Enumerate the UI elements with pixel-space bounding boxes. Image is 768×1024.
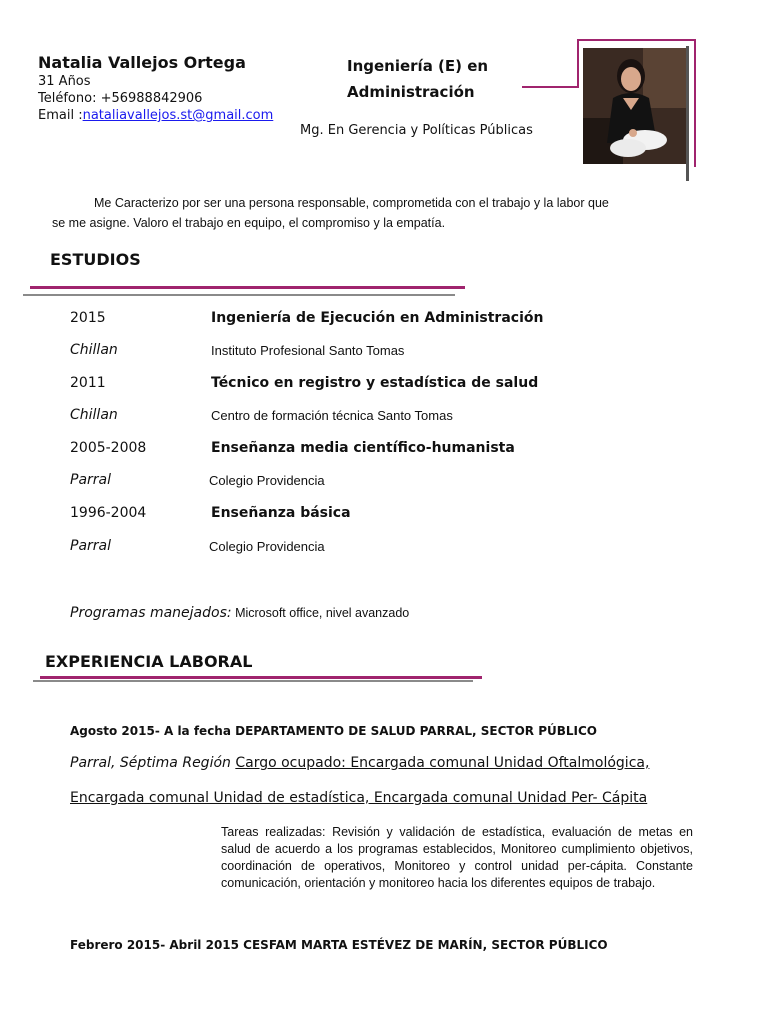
section-rule: [30, 286, 465, 289]
education-year: 2015: [70, 310, 106, 326]
education-year: 2005-2008: [70, 440, 147, 456]
section-rule-shadow: [33, 680, 473, 682]
education-degree: Ingeniería de Ejecución en Administración: [211, 310, 544, 326]
education-city: Parral: [70, 472, 112, 488]
photo-frame-left: [577, 39, 579, 87]
education-year: 2011: [70, 375, 106, 391]
programs-label: Programas manejados:: [70, 605, 232, 621]
job-location: Parral, Séptima Región: [70, 755, 231, 771]
programs-line: [70, 605, 409, 621]
profile-summary: [52, 193, 672, 233]
education-institution: Instituto Profesional Santo Tomas: [211, 343, 405, 358]
job-header: Agosto 2015- A la fecha DEPARTAMENTO DE SALUD PARRAL, SECTOR PÚBLICO: [70, 724, 598, 738]
degree-title: Ingeniería (E) en Administración: [347, 57, 489, 101]
education-institution: Centro de formación técnica Santo Tomas: [211, 408, 453, 423]
email-link[interactable]: nataliavallejos.st@gmail.com: [82, 108, 274, 123]
job-header: Febrero 2015- Abril 2015 CESFAM MARTA ESTÉVEZ DE MARÍN, SECTOR PÚBLICO: [70, 938, 608, 952]
email-line: [38, 108, 273, 123]
section-rule-shadow: [23, 294, 455, 296]
job-tasks: Tareas realizadas: Revisión y validación de estadística, evaluación de metas en salud de acuerdo a los programas establecidos, Monitoreo cumplimiento objetivos, coordinación de operativos, Monitoreo y control unidad per-cápita. Constante comunicación, orientación y monitoreo hacia los diferentes equipos de trabajo.: [221, 825, 693, 890]
summary-line-1: Me Caracterizo por ser una persona responsable, comprometida con el trabajo y la labor que: [94, 196, 609, 210]
education-degree: Enseñanza media científico-humanista: [211, 440, 515, 456]
education-city: Parral: [70, 538, 112, 554]
education-institution: Colegio Providencia: [209, 539, 325, 554]
phone: Teléfono: +56988842906: [38, 91, 203, 106]
education-degree: Técnico en registro y estadística de salud: [211, 375, 539, 391]
job-location-line: [70, 755, 649, 771]
section-title-experiencia: EXPERIENCIA LABORAL: [45, 652, 253, 671]
education-city: Chillan: [70, 407, 118, 423]
email-label: Email :: [38, 108, 83, 123]
education-degree: Enseñanza básica: [211, 505, 351, 521]
programs-value: Microsoft office, nivel avanzado: [231, 606, 410, 620]
education-city: Chillan: [70, 342, 118, 358]
profile-photo: [583, 48, 686, 164]
job-position-continued: Encargada comunal Unidad de estadística, Encargada comunal Unidad Per- Cápita: [70, 790, 648, 806]
job-position: Cargo ocupado: Encargada comunal Unidad Oftalmológica,: [235, 755, 650, 771]
photo-frame-connector: [522, 86, 579, 88]
education-year: 1996-2004: [70, 505, 147, 521]
candidate-name: Natalia Vallejos Ortega: [38, 53, 246, 72]
photo-shadow: [686, 46, 689, 181]
photo-frame-right: [694, 39, 696, 167]
age: 31 Años: [38, 74, 91, 89]
masters-title: Mg. En Gerencia y Políticas Públicas: [300, 123, 533, 138]
section-rule: [40, 676, 482, 679]
section-title-estudios: ESTUDIOS: [50, 250, 141, 269]
photo-frame-top: [577, 39, 695, 41]
summary-line-2: se me asigne. Valoro el trabajo en equipo, el compromiso y la empatía.: [52, 216, 446, 230]
education-institution: Colegio Providencia: [209, 473, 325, 488]
